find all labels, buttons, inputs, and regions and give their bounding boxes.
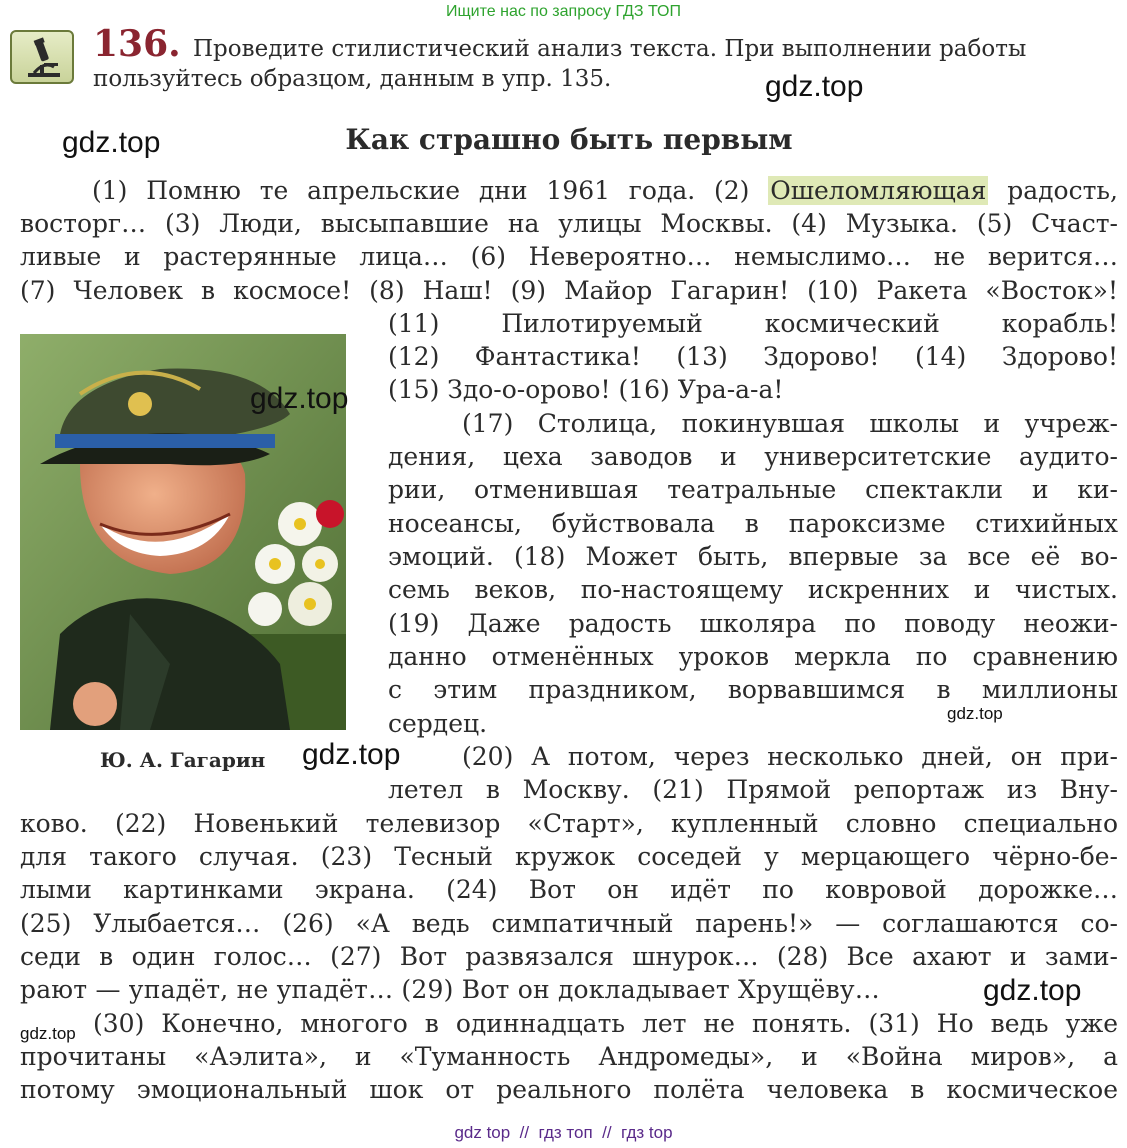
highlighted-word: Ошеломляющая [770,176,987,205]
exercise-number: 136. [93,23,181,65]
text-line: эмоций. (18) Может быть, впервые за все её во- [388,542,1118,571]
watermark: gdz.top [983,974,1082,1007]
text-line: дения, цеха заводов и университетские аудито- [388,442,1118,471]
task-instruction-line-2: пользуйтесь образцом, данным в упр. 135. [93,66,612,92]
watermark: gdz.top [302,738,401,771]
text-line: данно отменённых уроков меркла по сравнению [388,642,1118,671]
text-line: прочитаны «Аэлита», и «Туманность Андромеды», и «Война миров», а [20,1042,1118,1071]
text-line: (17) Столица, покинувшая школы и учреж- [462,409,1118,438]
text-line: (30) Конечно, многого в одиннадцать лет не понять. (31) Но ведь уже [93,1009,1118,1038]
text-line: (19) Даже радость школяра по поводу неожи- [388,609,1118,638]
text-title: Как страшно быть первым [345,123,793,156]
text-line: (7) Человек в космосе! (8) Наш! (9) Майор Гагарин! (10) Ракета «Восток»! [20,276,1118,305]
watermark: gdz.top [250,382,349,415]
text-line: носеансы, буйствовала в пароксизме стихийных [388,509,1118,538]
bottom-watermark-banner: gdz top // гдз топ // гдз top [454,1123,673,1142]
text-line: сердец. [388,709,488,738]
text-line: ково. (22) Новенький телевизор «Старт», купленный словно специально [20,809,1118,838]
text-line: лыми картинками экрана. (24) Вот он идёт по ковровой дорожке… [20,875,1118,904]
top-search-banner: Ищите нас по запросу ГДЗ ТОП [446,3,681,20]
text-line: рии, отменившая театральные спектакли и ки- [388,475,1118,504]
watermark: gdz.top [947,704,1003,723]
text-line: для такого случая. (23) Тесный кружок соседей у мерцающего чёрно-бе- [20,842,1118,871]
text-line [20,174,1118,207]
text-line: (11) Пилотируемый космический корабль! [388,309,1118,338]
text-line: (12) Фантастика! (13) Здорово! (14) Здорово! [388,342,1118,371]
watermark: gdz.top [765,70,864,103]
watermark: gdz.top [20,1024,76,1043]
text-line: (20) А потом, через несколько дней, он при- [462,742,1118,771]
microscope-icon [10,30,74,84]
text-line: рают — упадёт, не упадёт… (29) Вот он докладывает Хрущёву… [20,975,880,1004]
text-line: потому эмоциональный шок от реального полёта человека в космическое [20,1075,1118,1104]
photo-caption: Ю. А. Гагарин [100,748,266,772]
text-line: летел в Москву. (21) Прямой репортаж из Вну- [388,775,1118,804]
text-line: восторг… (3) Люди, высыпавшие на улицы Москвы. (4) Музыка. (5) Счаст- [20,209,1118,238]
text-line: седи в один голос… (27) Вот развязался шнурок… (28) Все ахают и зами- [20,942,1118,971]
text-line: с этим праздником, ворвавшимся в миллионы [388,675,1118,704]
task-instruction-line-1: Проведите стилистический анализ текста. При выполнении работы [193,36,1027,62]
text-line: (25) Улыбается… (26) «А ведь симпатичный парень!» — соглашаются со- [20,909,1118,938]
text-line: (15) Здо-о-орово! (16) Ура-а-а! [388,375,784,404]
watermark: gdz.top [62,126,161,159]
text-line: ливые и растерянные лица… (6) Невероятно… немыслимо… не верится… [20,242,1118,271]
text-fragment: (1) Помню те апрельские дни 1961 года. (2) [92,176,769,205]
text-line: семь веков, по-настоящему искренних и чистых. [388,575,1118,604]
text-fragment: радость, [988,176,1118,205]
